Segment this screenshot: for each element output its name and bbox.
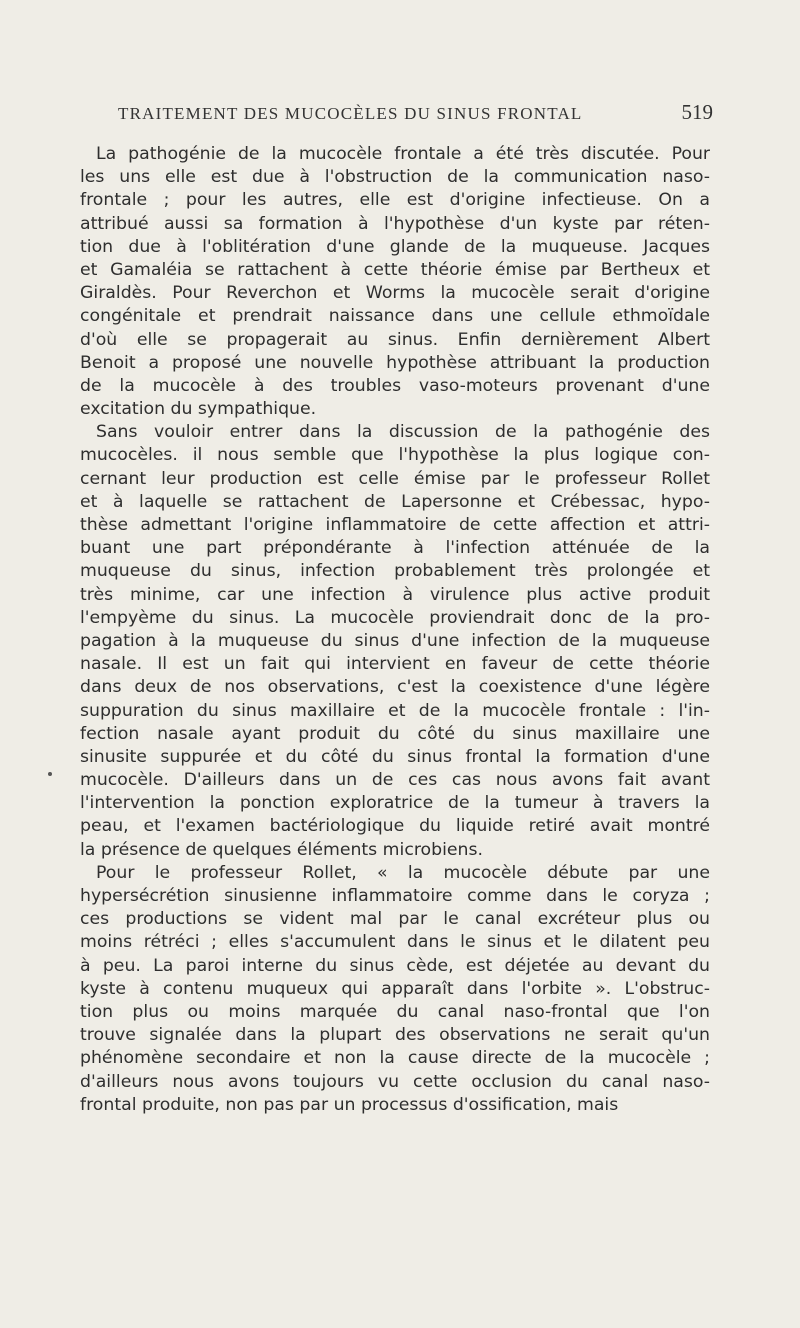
text-line: Sans vouloir entrer dans la discussion de la pathogénie des bbox=[96, 422, 710, 443]
page-header bbox=[118, 100, 713, 125]
text-line: Giraldès. Pour Reverchon et Worms la mucocèle serait d'origine bbox=[80, 283, 710, 304]
text-line: nasale. Il est un fait qui intervient en faveur de cette théorie bbox=[80, 654, 710, 675]
text-line: buant une part prépondérante à l'infection atténuée de la bbox=[80, 538, 710, 559]
text-line: pagation à la muqueuse du sinus d'une infection de la muqueuse bbox=[80, 630, 710, 651]
text-line: frontal produite, non pas par un processus d'ossification, mais bbox=[80, 1094, 619, 1115]
text-line: excitation du sympathique. bbox=[80, 399, 317, 420]
page-number: 519 bbox=[681, 100, 713, 124]
text-line: Pour le professeur Rollet, « la mucocèle débute par une bbox=[96, 862, 710, 883]
text-line: congénitale et prendrait naissance dans une cellule ethmoïdale bbox=[80, 306, 710, 327]
text-line: suppuration du sinus maxillaire et de la mucocèle frontale : l'in- bbox=[80, 700, 710, 721]
text-line: ces productions se vident mal par le canal excréteur plus ou bbox=[80, 909, 710, 930]
text-line: kyste à contenu muqueux qui apparaît dans l'orbite ». L'obstruc- bbox=[80, 978, 710, 999]
body-text bbox=[80, 143, 710, 1117]
text-line: frontale ; pour les autres, elle est d'origine infectieuse. On a bbox=[80, 190, 710, 211]
text-line: et à laquelle se rattachent de Lapersonne et Crébessac, hypo- bbox=[80, 491, 710, 512]
text-line: phénomène secondaire et non la cause directe de la mucocèle ; bbox=[80, 1048, 710, 1069]
text-line: mucocèle. D'ailleurs dans un de ces cas nous avons fait avant bbox=[80, 770, 710, 791]
text-line: tion plus ou moins marquée du canal naso-frontal que l'on bbox=[80, 1001, 710, 1022]
text-line: et Gamaléia se rattachent à cette théorie émise par Bertheux et bbox=[80, 259, 710, 280]
text-line: La pathogénie de la mucocèle frontale a été très discutée. Pour bbox=[96, 144, 710, 164]
text-line: hypersécrétion sinusienne inflammatoire comme dans le coryza ; bbox=[80, 886, 710, 906]
text-line: attribué aussi sa formation à l'hypothèse d'un kyste par réten- bbox=[80, 213, 710, 234]
text-line: les uns elle est due à l'obstruction de la communication naso- bbox=[80, 167, 710, 188]
text-line: mucocèles. il nous semble que l'hypothèse la plus logique con- bbox=[80, 445, 710, 466]
text-line: moins rétréci ; elles s'accumulent dans le sinus et le dilatent peu bbox=[80, 932, 710, 953]
margin-mark bbox=[48, 772, 52, 776]
text-line: d'où elle se propagerait au sinus. Enfin dernièrement Albert bbox=[80, 329, 710, 350]
text-line: tion due à l'oblitération d'une glande de la muqueuse. Jacques bbox=[80, 236, 710, 257]
text-line: l'intervention la ponction exploratrice de la tumeur à travers la bbox=[80, 793, 710, 814]
text-line: Benoit a proposé une nouvelle hypothèse attribuant la production bbox=[80, 352, 710, 373]
text-line: cernant leur production est celle émise par le professeur Rollet bbox=[80, 468, 710, 489]
text-line: d'ailleurs nous avons toujours vu cette occlusion du canal naso- bbox=[80, 1071, 710, 1092]
text-line: muqueuse du sinus, infection probablement très prolongée et bbox=[80, 561, 710, 582]
text-line: à peu. La paroi interne du sinus cède, est déjetée au devant du bbox=[80, 955, 710, 976]
text-line: sinusite suppurée et du côté du sinus frontal la formation d'une bbox=[80, 746, 710, 767]
text-line: peau, et l'examen bactériologique du liquide retiré avait montré bbox=[80, 816, 710, 837]
text-line: trouve signalée dans la plupart des observations ne serait qu'un bbox=[80, 1025, 710, 1046]
text-line: fection nasale ayant produit du côté du sinus maxillaire une bbox=[80, 723, 710, 744]
text-line: l'empyème du sinus. La mucocèle proviendrait donc de la pro- bbox=[80, 607, 710, 628]
text-line: thèse admettant l'origine inflammatoire de cette affection et attri- bbox=[80, 515, 710, 535]
running-title: TRAITEMENT DES MUCOCÈLES DU SINUS FRONTAL bbox=[118, 104, 583, 123]
text-line: dans deux de nos observations, c'est la coexistence d'une légère bbox=[80, 677, 710, 698]
text-line: très minime, car une infection à virulence plus active produit bbox=[80, 584, 710, 605]
text-line: de la mucocèle à des troubles vaso-moteurs provenant d'une bbox=[80, 375, 710, 396]
text-line: la présence de quelques éléments microbiens. bbox=[80, 839, 483, 860]
